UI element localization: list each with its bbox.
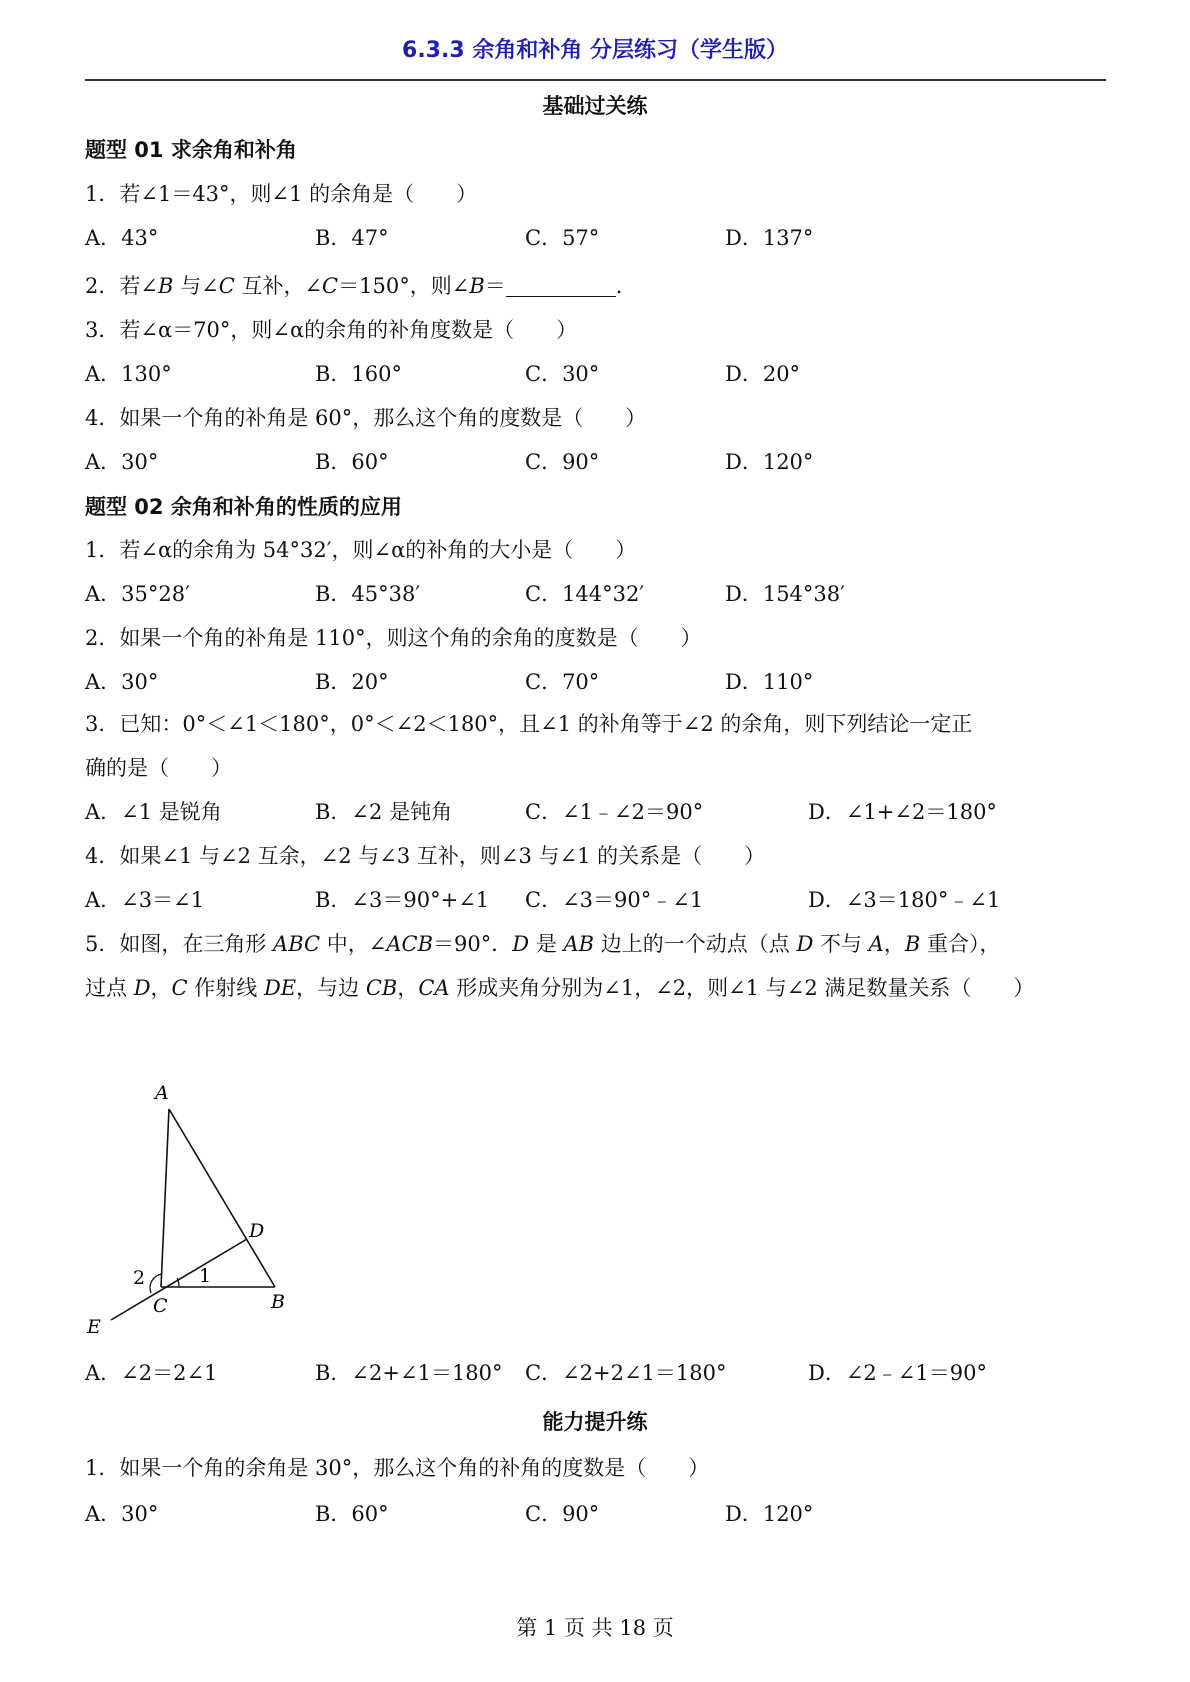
type02-q4-text: 4．如果∠1 与∠2 互余，∠2 与∠3 互补，则∠3 与∠1 的关系是（ ） xyxy=(85,844,766,868)
type02-q4-option-c: C．∠3＝90°﹣∠1 xyxy=(525,888,704,912)
type02-q3-line2: 确的是（ ） xyxy=(85,756,232,780)
type01-title: 题型 01 求余角和补角 xyxy=(85,138,297,162)
advanced-q1-text: 1．如果一个角的余角是 30°，那么这个角的补角的度数是（ ） xyxy=(85,1456,710,1480)
type01-q1-text: 1．若∠1＝43°，则∠1 的余角是（ ） xyxy=(85,182,478,206)
label-angle-2: 2 xyxy=(133,1267,146,1289)
type01-q3-option-a: A．130° xyxy=(85,362,172,386)
type02-q4-option-d: D．∠3＝180°﹣∠1 xyxy=(808,888,1001,912)
segment-AB xyxy=(169,1109,275,1287)
type01-q4-option-d: D．120° xyxy=(725,450,814,474)
type02-q5-option-c: C．∠2+2∠1＝180° xyxy=(525,1361,727,1385)
type02-q1-option-b: B．45°38′ xyxy=(315,582,421,606)
type02-q2-option-b: B．20° xyxy=(315,670,389,694)
header-divider xyxy=(85,79,1106,81)
label-D: D xyxy=(249,1220,265,1242)
advanced-q1-option-d: D．120° xyxy=(725,1502,814,1526)
type02-q5-line2: 过点 D，C 作射线 DE，与边 CB，CA 形成夹角分别为∠1，∠2，则∠1 与∠2 满足数量关系（ ） xyxy=(85,976,1035,1000)
type01-q4-text: 4．如果一个角的补角是 60°，那么这个角的度数是（ ） xyxy=(85,406,647,430)
type02-q3-option-d: D．∠1+∠2＝180° xyxy=(808,800,997,824)
type01-q2-text: 2．若∠B 与∠C 互补，∠C＝150°，则∠B＝ . xyxy=(85,274,623,298)
type02-q2-option-a: A．30° xyxy=(85,670,159,694)
type02-title: 题型 02 余角和补角的性质的应用 xyxy=(85,495,402,519)
advanced-q1-option-b: B．60° xyxy=(315,1502,389,1526)
type02-q3-option-b: B．∠2 是钝角 xyxy=(315,800,453,824)
type02-q2-option-d: D．110° xyxy=(725,670,814,694)
label-C: C xyxy=(153,1295,168,1317)
type02-q3-option-c: C．∠1﹣∠2＝90° xyxy=(525,800,704,824)
label-angle-1: 1 xyxy=(199,1265,212,1287)
type02-q5-option-d: D．∠2﹣∠1＝90° xyxy=(808,1361,987,1385)
type02-q2-option-c: C．70° xyxy=(525,670,600,694)
section-advanced-title: 能力提升练 xyxy=(542,1410,648,1434)
type01-q3-option-b: B．160° xyxy=(315,362,403,386)
type02-q5-line1: 5．如图，在三角形 ABC 中，∠ACB＝90°．D 是 AB 边上的一个动点（点 D 不与 A，B 重合）， xyxy=(85,932,1001,956)
type01-q1-option-b: B．47° xyxy=(315,226,389,250)
type02-q3-option-a: A．∠1 是锐角 xyxy=(85,800,222,824)
type02-q1-text: 1．若∠α的余角为 54°32′，则∠α的补角的大小是（ ） xyxy=(85,538,637,562)
type02-q4-option-b: B．∠3＝90°+∠1 xyxy=(315,888,490,912)
type01-q3-option-c: C．30° xyxy=(525,362,600,386)
type02-q5-option-b: B．∠2+∠1＝180° xyxy=(315,1361,503,1385)
type01-q1-option-c: C．57° xyxy=(525,226,600,250)
type01-q4-option-a: A．30° xyxy=(85,450,159,474)
page-footer: 第 1 页 共 18 页 xyxy=(516,1616,674,1640)
type02-q2-text: 2．如果一个角的补角是 110°，则这个角的余角的度数是（ ） xyxy=(85,626,702,650)
document-title: 6.3.3 余角和补角 分层练习（学生版） xyxy=(402,38,788,63)
type01-q4-option-c: C．90° xyxy=(525,450,600,474)
answer-blank[interactable] xyxy=(506,276,616,297)
type02-q1-option-a: A．35°28′ xyxy=(85,582,190,606)
type02-q1-option-d: D．154°38′ xyxy=(725,582,845,606)
triangle-figure xyxy=(75,1075,305,1345)
ray-DE xyxy=(111,1239,247,1320)
type01-q1-option-d: D．137° xyxy=(725,226,814,250)
type01-q1-option-a: A．43° xyxy=(85,226,159,250)
type02-q5-option-a: A．∠2＝2∠1 xyxy=(85,1361,218,1385)
type01-q3-option-d: D．20° xyxy=(725,362,801,386)
label-B: B xyxy=(271,1291,285,1313)
type02-q3-line1: 3．已知：0°＜∠1＜180°，0°＜∠2＜180°，且∠1 的补角等于∠2 的余角，则下列结论一定正 xyxy=(85,712,973,736)
section-basic-title: 基础过关练 xyxy=(542,94,648,118)
segment-AC xyxy=(161,1109,169,1287)
type01-q4-option-b: B．60° xyxy=(315,450,389,474)
type02-q1-option-c: C．144°32′ xyxy=(525,582,645,606)
advanced-q1-option-a: A．30° xyxy=(85,1502,159,1526)
type01-q3-text: 3．若∠α＝70°，则∠α的余角的补角度数是（ ） xyxy=(85,318,578,342)
advanced-q1-option-c: C．90° xyxy=(525,1502,600,1526)
label-A: A xyxy=(155,1082,169,1104)
type02-q4-option-a: A．∠3＝∠1 xyxy=(85,888,205,912)
label-E: E xyxy=(87,1316,101,1338)
